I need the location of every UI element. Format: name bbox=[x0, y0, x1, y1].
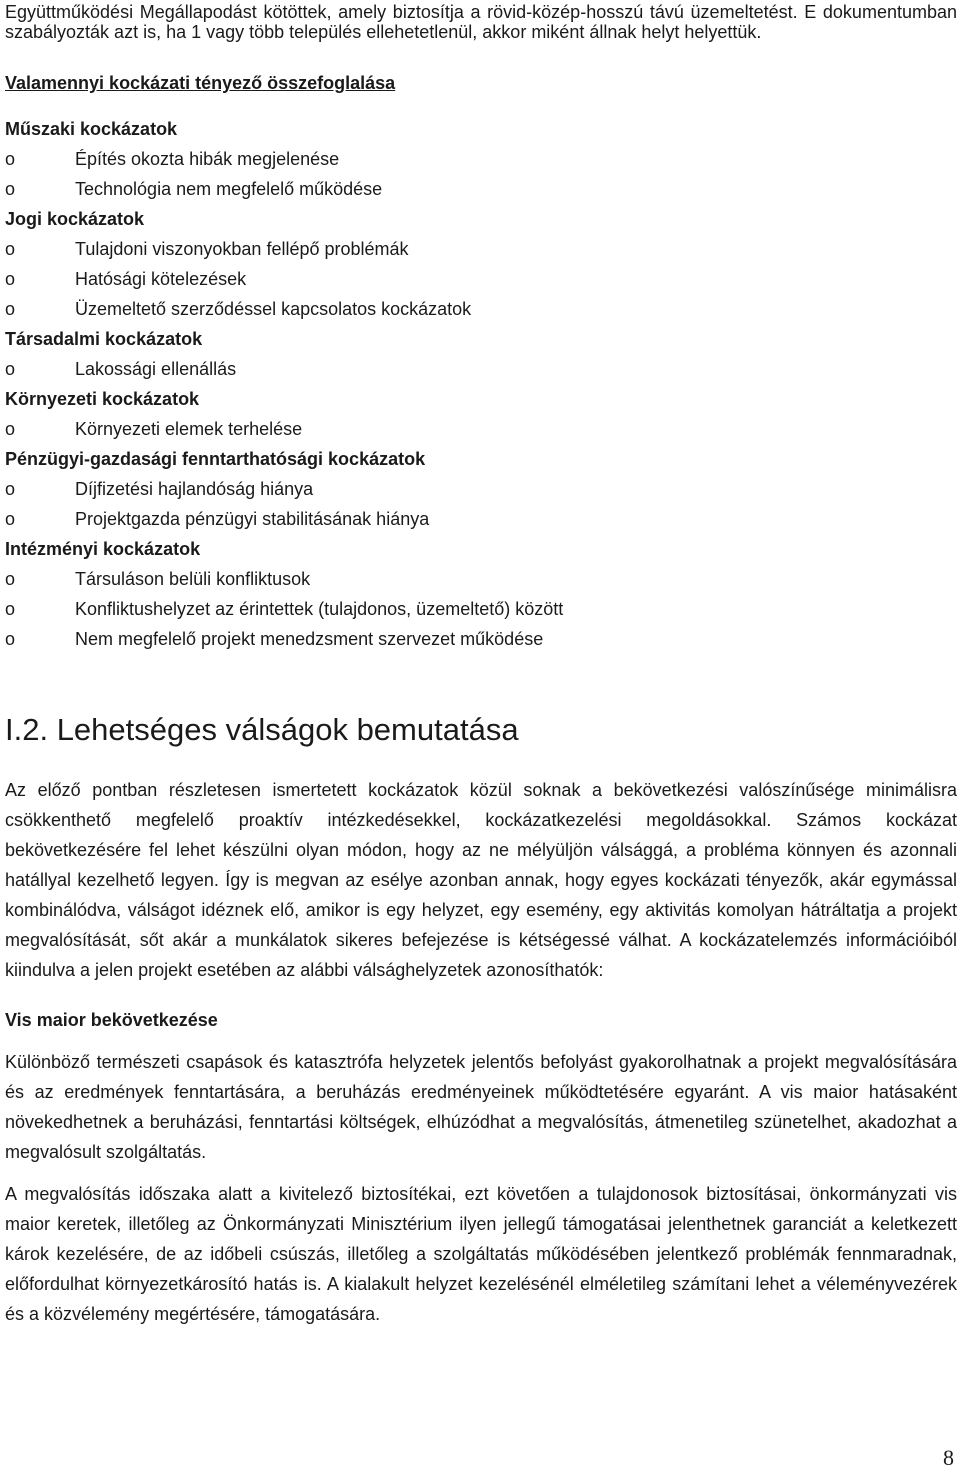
list-item bbox=[5, 354, 957, 384]
list-item-text: Technológia nem megfelelő működése bbox=[75, 179, 383, 199]
list-item bbox=[5, 264, 957, 294]
body-paragraph: Az előző pontban részletesen ismertetett kockázatok közül soknak a bekövetkezési valószínűsége minimálisra csökkenthető megfelelő proaktív intézkedésekkel, kockázatkezelési megoldásokkal. Számos kockázat bekövetkezésére fel lehet készülni olyan módon, hogy az ne mélyüljön válsággá, a probléma könnyen és azonnali hatállyal kezelhető legyen. Így is megvan az esélye azonban annak, hogy egyes kockázati tényezők, akár egymással kombinálódva, válságot idéznek elő, amikor is egy helyzet, egy esemény, egy aktivitás komolyan hátráltatja a projekt megvalósítását, sőt akár a munkálatok sikeres befejezése is kétségessé válhat. A kockázatelemzés információiból kiindulva a jelen projekt esetében az alábbi válsághelyzetek azonosíthatók: bbox=[5, 780, 957, 980]
document-page bbox=[5, 0, 957, 1329]
list-item bbox=[5, 294, 957, 324]
group-heading: Pénzügyi-gazdasági fenntarthatósági kockázatok bbox=[5, 449, 426, 469]
bullet-icon: o bbox=[5, 599, 16, 619]
bullet-icon: o bbox=[5, 359, 16, 379]
list-item bbox=[5, 474, 957, 504]
risk-list bbox=[5, 144, 957, 204]
risk-group-environmental bbox=[5, 384, 957, 444]
risk-list bbox=[5, 234, 957, 324]
group-heading: Jogi kockázatok bbox=[5, 209, 145, 229]
list-item-text: Környezeti elemek terhelése bbox=[75, 419, 303, 439]
risk-group-social bbox=[5, 324, 957, 384]
bullet-icon: o bbox=[5, 179, 16, 199]
list-item-text: Hatósági kötelezések bbox=[75, 269, 247, 289]
body-paragraph: Különböző természeti csapások és katasztrófa helyzetek jelentős befolyást gyakorolhatnak a projekt megvalósítására és az eredmények fenntartására, a beruházás eredményeinek működtetésére egyaránt. A vis maior hatásaként növekedhetnek a beruházási, fenntartási költségek, elhúzódhat a megvalósítás, átmenetileg szünetelhet, akadozhat a megvalósult szolgáltatás. bbox=[5, 1052, 957, 1162]
list-item bbox=[5, 504, 957, 534]
list-item-text: Üzemeltető szerződéssel kapcsolatos kockázatok bbox=[75, 299, 472, 319]
bullet-icon: o bbox=[5, 479, 16, 499]
bullet-icon: o bbox=[5, 419, 16, 439]
bullet-icon: o bbox=[5, 509, 16, 529]
list-item bbox=[5, 144, 957, 174]
bullet-icon: o bbox=[5, 149, 16, 169]
chapter-title: I.2. Lehetséges válságok bemutatása bbox=[5, 712, 519, 747]
bullet-icon: o bbox=[5, 239, 16, 259]
risk-group-financial bbox=[5, 444, 957, 534]
list-item bbox=[5, 624, 957, 654]
group-heading: Műszaki kockázatok bbox=[5, 119, 178, 139]
group-heading: Intézményi kockázatok bbox=[5, 539, 201, 559]
sub-heading: Vis maior bekövetkezése bbox=[5, 1010, 218, 1030]
summary-title: Valamennyi kockázati tényező összefoglalása bbox=[5, 73, 396, 93]
list-item-text: Lakossági ellenállás bbox=[75, 359, 237, 379]
risk-group-institutional bbox=[5, 534, 957, 654]
risk-list bbox=[5, 564, 957, 654]
body-paragraph: A megvalósítás időszaka alatt a kivitelező biztosítékai, ezt követően a tulajdonosok biztosításai, önkormányzati vis maior keretek, illetőleg az Önkormányzati Minisztérium ilyen jellegű támogatásai jelenthetnek garanciát a keletkezett károk kezelésére, de az időbeli csúszás, illetőleg a szolgáltatás működésében jelentkező problémák fennmaradnak, előfordulhat környezetkárosító hatás is. A kialakult helyzet kezelésénél elméletileg számítani lehet a véleményvezérek és a közvélemény megértésére, támogatására. bbox=[5, 1184, 957, 1324]
list-item bbox=[5, 564, 957, 594]
risk-list bbox=[5, 414, 957, 444]
list-item bbox=[5, 234, 957, 264]
list-item-text: Társuláson belüli konfliktusok bbox=[75, 569, 311, 589]
risk-groups bbox=[5, 114, 957, 654]
list-item-text: Konfliktushelyzet az érintettek (tulajdonos, üzemeltető) között bbox=[75, 599, 564, 619]
group-heading: Társadalmi kockázatok bbox=[5, 329, 203, 349]
list-item-text: Nem megfelelő projekt menedzsment szervezet működése bbox=[75, 629, 544, 649]
risk-list bbox=[5, 354, 957, 384]
list-item-text: Építés okozta hibák megjelenése bbox=[75, 149, 340, 169]
bullet-icon: o bbox=[5, 269, 16, 289]
risk-group-technical bbox=[5, 114, 957, 204]
list-item-text: Díjfizetési hajlandóság hiánya bbox=[75, 479, 314, 499]
page-number: 8 bbox=[943, 1445, 954, 1470]
list-item-text: Projektgazda pénzügyi stabilitásának hiánya bbox=[75, 509, 430, 529]
bullet-icon: o bbox=[5, 299, 16, 319]
list-item bbox=[5, 594, 957, 624]
bullet-icon: o bbox=[5, 629, 16, 649]
list-item bbox=[5, 174, 957, 204]
list-item bbox=[5, 414, 957, 444]
bullet-icon: o bbox=[5, 569, 16, 589]
risk-group-legal bbox=[5, 204, 957, 324]
intro-paragraph: Együttműködési Megállapodást kötöttek, amely biztosítja a rövid-közép-hosszú távú üzemeltetést. E dokumentumban szabályozták azt is, ha 1 vagy több település ellehetetlenül, akkor miként állnak helyt helyettük. bbox=[5, 2, 957, 42]
risk-list bbox=[5, 474, 957, 534]
group-heading: Környezeti kockázatok bbox=[5, 389, 200, 409]
list-item-text: Tulajdoni viszonyokban fellépő problémák bbox=[75, 239, 409, 259]
